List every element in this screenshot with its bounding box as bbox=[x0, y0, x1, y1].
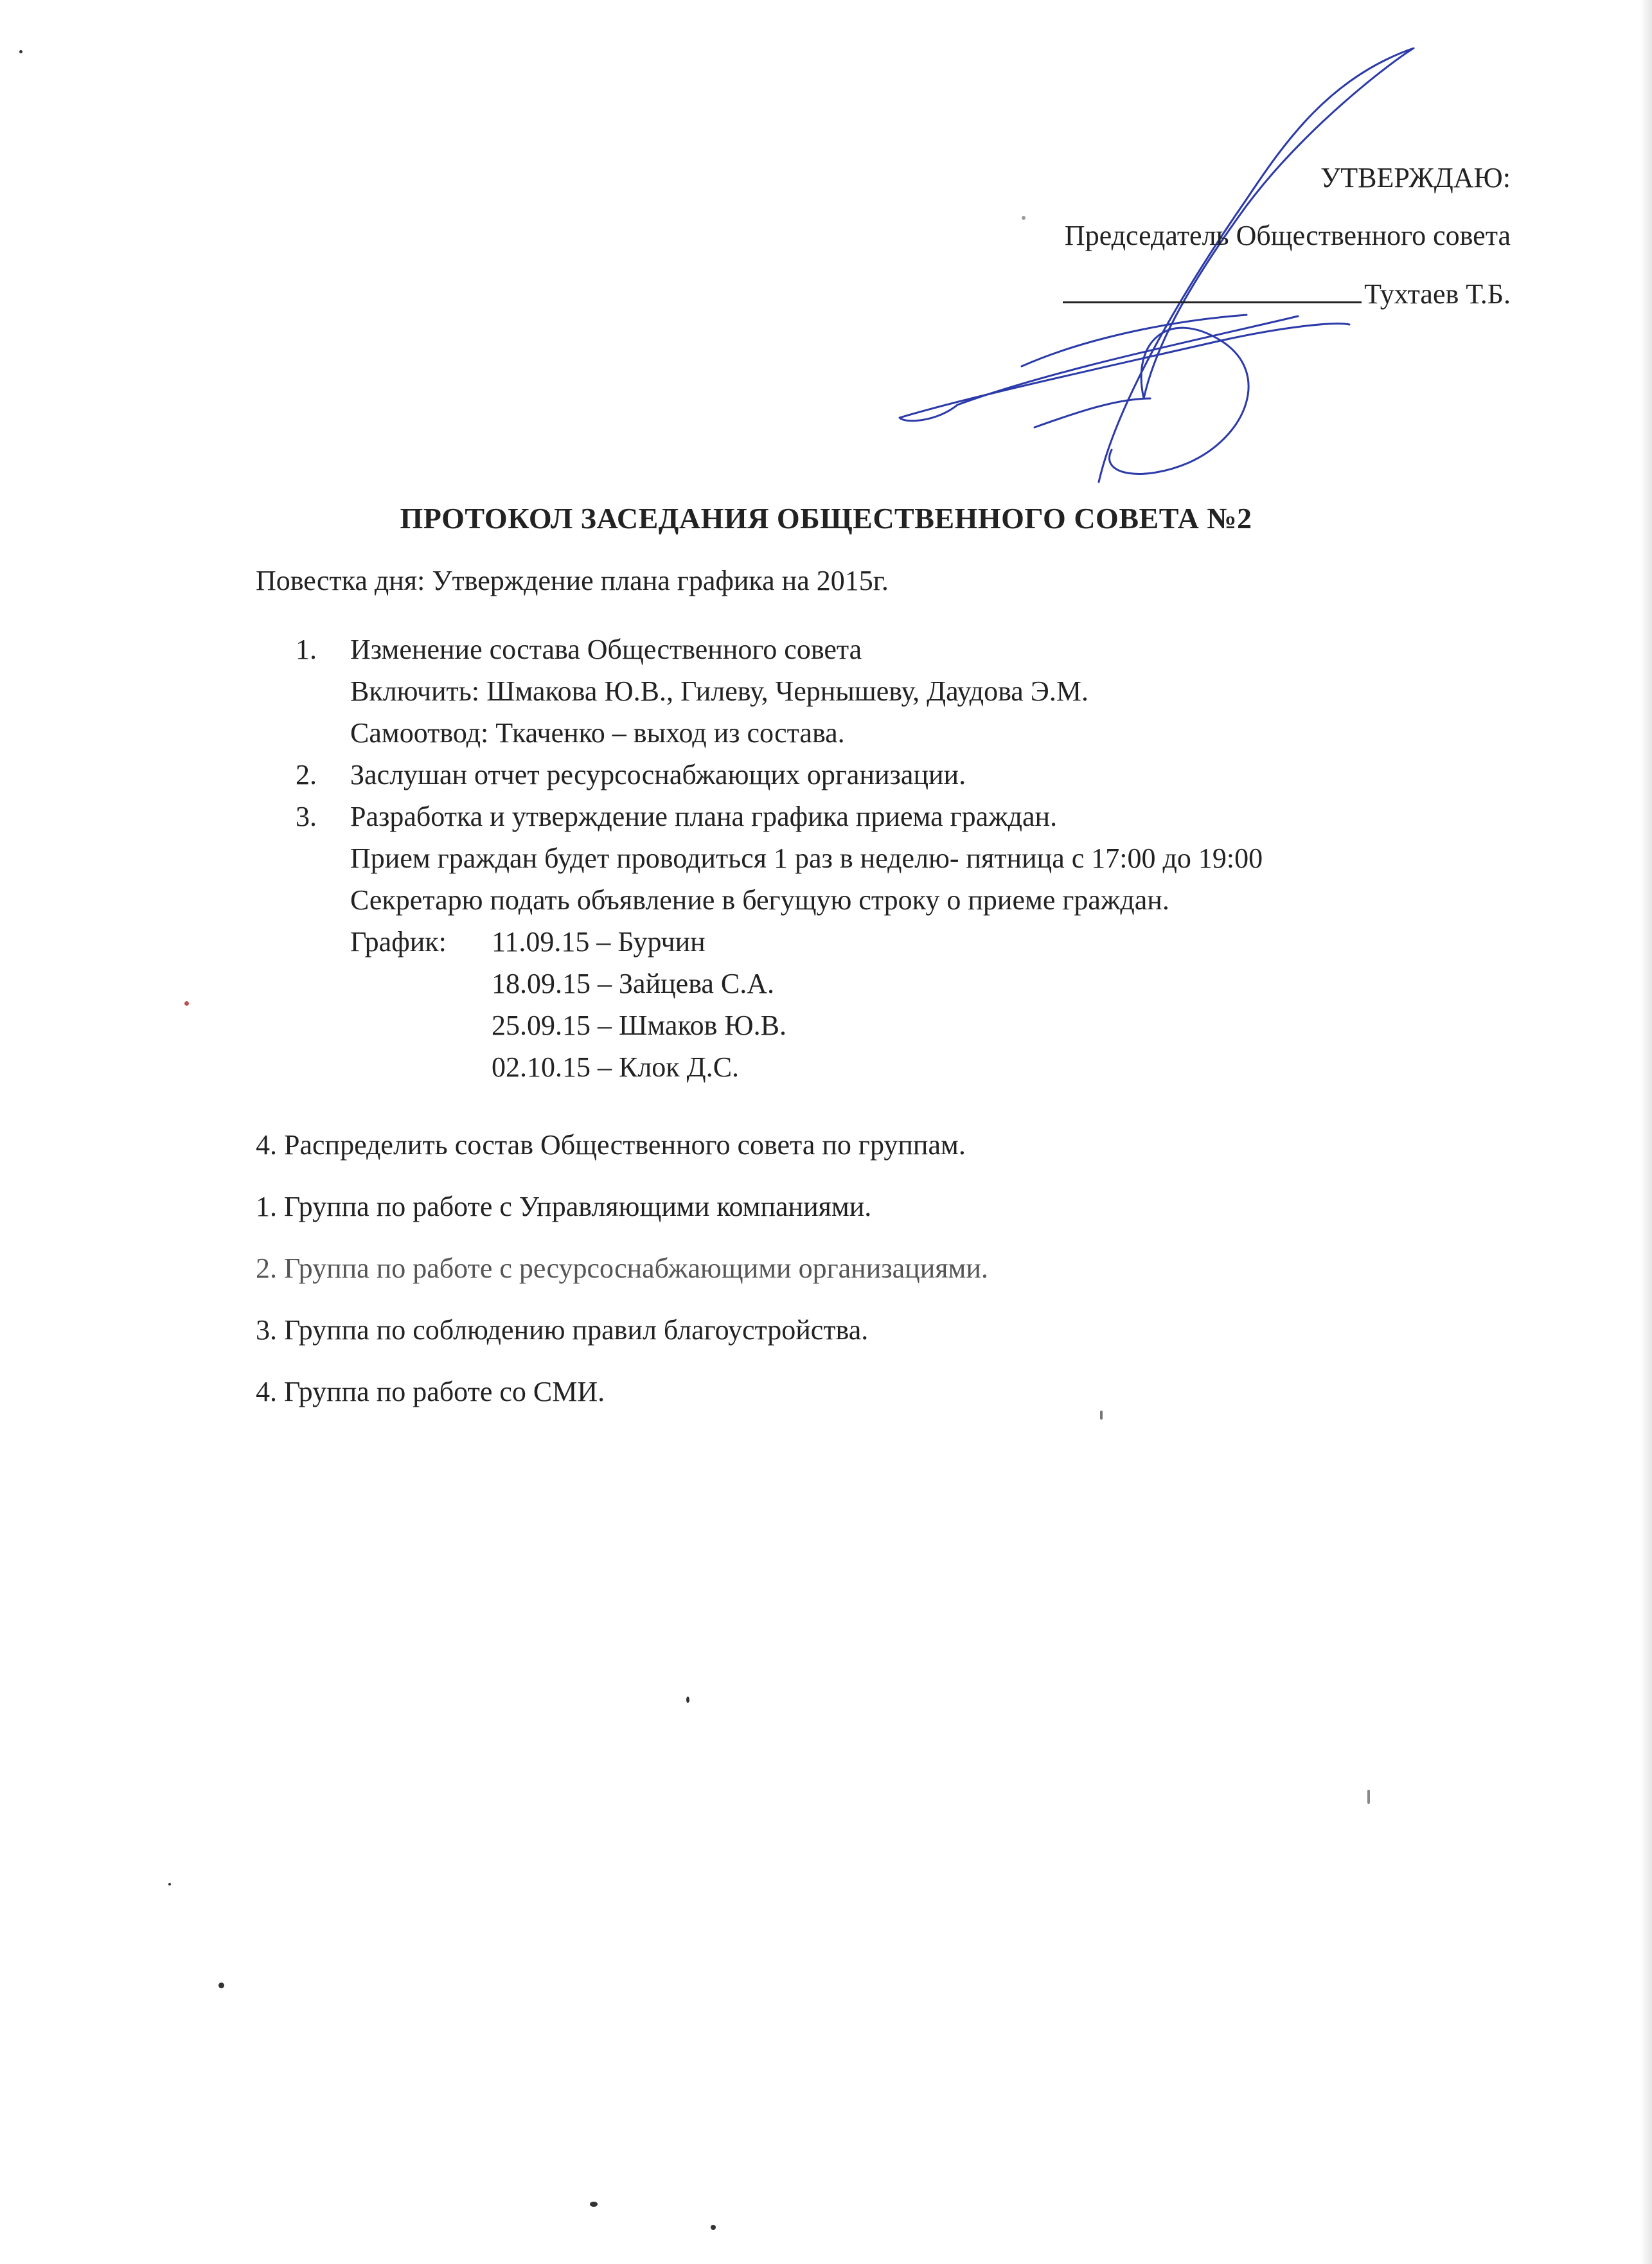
scan-speck bbox=[1022, 216, 1026, 220]
approval-heading: УТВЕРЖДАЮ: bbox=[1320, 162, 1511, 193]
scan-speck bbox=[686, 1697, 689, 1703]
reception-schedule bbox=[350, 921, 1263, 1088]
agenda-item-number: 1. bbox=[296, 634, 317, 665]
document-title: ПРОТОКОЛ ЗАСЕДАНИЯ ОБЩЕСТВЕННОГО СОВЕТА №2 bbox=[400, 502, 1252, 535]
scan-edge-shadow bbox=[1640, 0, 1652, 2264]
agenda-line: Повестка дня: Утверждение плана графика на 2015г. bbox=[256, 565, 889, 596]
approval-signatory: Тухтаев Т.Б. bbox=[1364, 278, 1511, 310]
scan-speck bbox=[1100, 1411, 1103, 1420]
group-item: 3. Группа по соблюдению правил благоустройства. bbox=[256, 1314, 869, 1346]
schedule-entry: 25.09.15 – Шмаков Ю.В. bbox=[492, 1010, 786, 1041]
agenda-item-line: Включить: Шмакова Ю.В., Гилеву, Чернышеву, Даудова Э.М. bbox=[350, 675, 1088, 707]
scan-speck bbox=[218, 1983, 224, 1988]
agenda-item-line: Разработка и утверждение плана графика приема граждан. bbox=[350, 801, 1058, 832]
scan-speck bbox=[590, 2202, 598, 2207]
approval-signatory-line bbox=[1063, 280, 1511, 308]
schedule-entry: 02.10.15 – Клок Д.С. bbox=[492, 1051, 740, 1083]
agenda-item-number: 3. bbox=[296, 801, 317, 832]
group-item: 1. Группа по работе с Управляющими компаниями. bbox=[256, 1191, 872, 1222]
agenda-item-line: Заслушан отчет ресурсоснабжающих организации. bbox=[350, 759, 966, 790]
groups-heading: 4. Распределить состав Общественного совета по группам. bbox=[256, 1129, 966, 1161]
agenda-items-list bbox=[296, 628, 1263, 1088]
schedule-row bbox=[350, 1004, 1263, 1046]
approval-block bbox=[1063, 164, 1511, 338]
schedule-row bbox=[350, 963, 1263, 1004]
agenda-item-number: 2. bbox=[296, 759, 317, 790]
agenda-item bbox=[296, 628, 1263, 754]
group-item: 2. Группа по работе с ресурсоснабжающими организациями. bbox=[256, 1252, 988, 1284]
scan-speck bbox=[168, 1883, 171, 1885]
scan-speck bbox=[1367, 1790, 1370, 1804]
groups-list bbox=[256, 1131, 988, 1440]
schedule-entry: 18.09.15 – Зайцева С.А. bbox=[492, 968, 775, 999]
agenda-item-line: Прием граждан будет проводиться 1 раз в неделю- пятница с 17:00 до 19:00 bbox=[350, 842, 1263, 874]
approval-position: Председатель Общественного совета bbox=[1064, 220, 1511, 251]
agenda-item-line: Секретарю подать объявление в бегущую строку о приеме граждан. bbox=[350, 884, 1169, 916]
signature-underline bbox=[1063, 280, 1362, 303]
agenda-item bbox=[296, 754, 1263, 796]
scan-speck bbox=[711, 2225, 716, 2230]
group-item: 4. Группа по работе со СМИ. bbox=[256, 1376, 605, 1407]
schedule-row bbox=[350, 1046, 1263, 1088]
agenda-item bbox=[296, 796, 1263, 1088]
agenda-item-line: Изменение состава Общественного совета bbox=[350, 634, 862, 665]
agenda-item-line: Самоотвод: Ткаченко – выход из состава. bbox=[350, 717, 845, 749]
scan-speck bbox=[184, 1001, 189, 1006]
schedule-row bbox=[350, 921, 1263, 963]
scan-speck bbox=[19, 50, 22, 53]
schedule-entry: 11.09.15 – Бурчин bbox=[492, 926, 706, 958]
schedule-label: График: bbox=[350, 926, 447, 958]
